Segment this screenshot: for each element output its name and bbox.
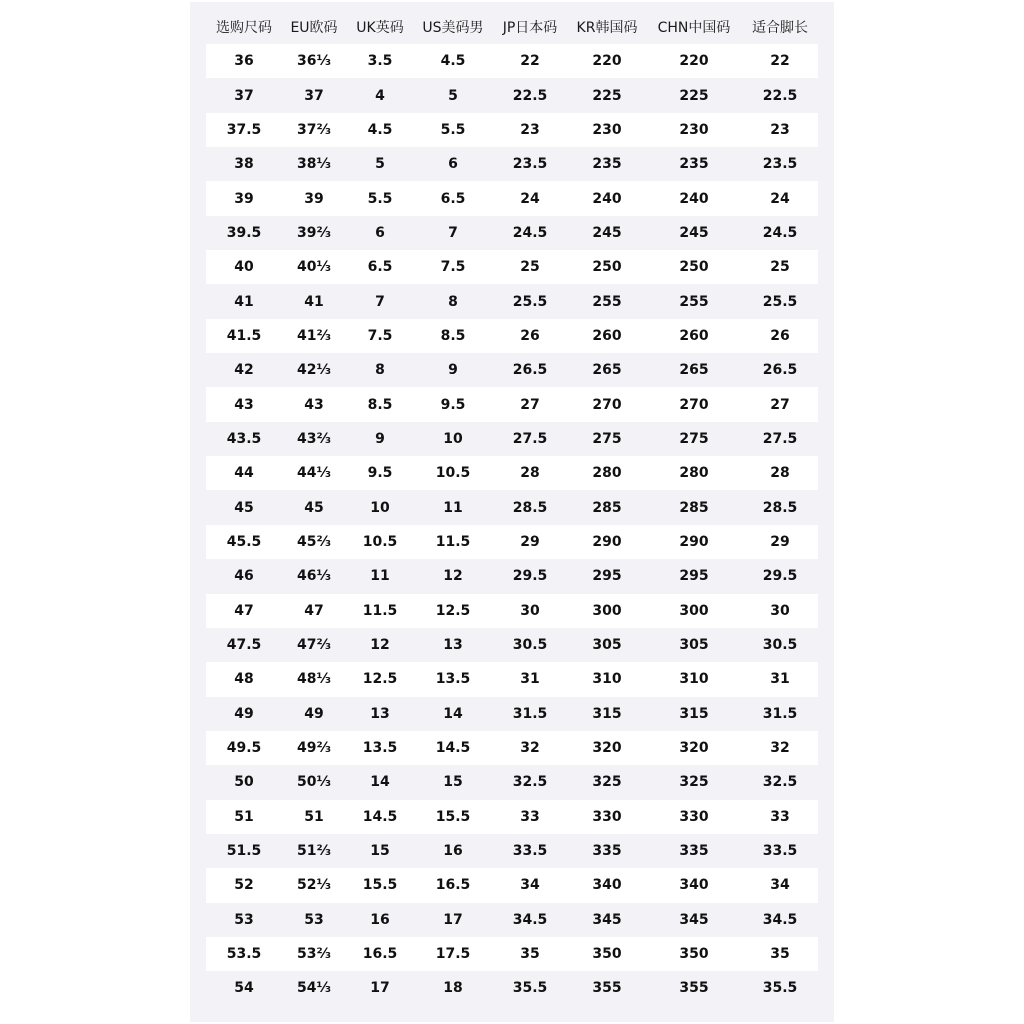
cell-us-mens-size: 10.5 bbox=[435, 465, 471, 482]
cell-chn-size: 315 bbox=[679, 705, 709, 722]
cell-eu-size: 47 bbox=[304, 602, 324, 619]
cell-us-mens-size: 16.5 bbox=[435, 877, 471, 894]
cell-jp-size: 29.5 bbox=[512, 568, 548, 585]
cell-jp-size: 35 bbox=[520, 946, 540, 963]
cell-kr-size: 350 bbox=[592, 946, 622, 963]
cell-eu-size: 38⅓ bbox=[297, 156, 331, 173]
cell-uk-size: 17 bbox=[370, 980, 390, 997]
cell-foot-length: 30 bbox=[770, 602, 790, 619]
cell-uk-size: 7.5 bbox=[367, 327, 393, 344]
cell-eu-size: 48⅓ bbox=[297, 671, 331, 688]
cell-jp-size: 34 bbox=[520, 877, 540, 894]
cell-jp-size: 32 bbox=[520, 740, 540, 757]
cell-uk-size: 7 bbox=[375, 293, 385, 310]
cell-foot-length: 34.5 bbox=[762, 911, 798, 928]
cell-jp-size: 25 bbox=[520, 259, 540, 276]
cell-selected-size: 40 bbox=[234, 259, 254, 276]
cell-foot-length: 35.5 bbox=[762, 980, 798, 997]
cell-selected-size: 36 bbox=[234, 53, 254, 70]
cell-kr-size: 320 bbox=[592, 740, 622, 757]
table-row bbox=[206, 834, 818, 868]
cell-selected-size: 53.5 bbox=[226, 946, 262, 963]
cell-uk-size: 16.5 bbox=[362, 946, 398, 963]
cell-jp-size: 25.5 bbox=[512, 293, 548, 310]
cell-uk-size: 11 bbox=[370, 568, 390, 585]
cell-chn-size: 245 bbox=[679, 224, 709, 241]
cell-kr-size: 230 bbox=[592, 121, 622, 138]
table-row bbox=[206, 731, 818, 765]
cell-foot-length: 35 bbox=[770, 946, 790, 963]
cell-foot-length: 33 bbox=[770, 808, 790, 825]
table-row bbox=[206, 250, 818, 284]
cell-uk-size: 14.5 bbox=[362, 808, 398, 825]
cell-foot-length: 28 bbox=[770, 465, 790, 482]
cell-foot-length: 22 bbox=[770, 53, 790, 70]
cell-selected-size: 45.5 bbox=[226, 533, 262, 550]
cell-jp-size: 30.5 bbox=[512, 637, 548, 654]
cell-uk-size: 9 bbox=[375, 430, 385, 447]
cell-kr-size: 250 bbox=[592, 259, 622, 276]
cell-uk-size: 15 bbox=[370, 843, 390, 860]
cell-jp-size: 33 bbox=[520, 808, 540, 825]
cell-us-mens-size: 4.5 bbox=[440, 53, 466, 70]
cell-us-mens-size: 11 bbox=[443, 499, 463, 516]
cell-foot-length: 32 bbox=[770, 740, 790, 757]
cell-chn-size: 260 bbox=[679, 327, 709, 344]
table-row bbox=[206, 216, 818, 250]
cell-jp-size: 28 bbox=[520, 465, 540, 482]
cell-chn-size: 345 bbox=[679, 911, 709, 928]
cell-kr-size: 340 bbox=[592, 877, 622, 894]
cell-us-mens-size: 13.5 bbox=[435, 671, 471, 688]
cell-selected-size: 44 bbox=[234, 465, 254, 482]
cell-kr-size: 245 bbox=[592, 224, 622, 241]
cell-chn-size: 355 bbox=[679, 980, 709, 997]
size-chart-body bbox=[206, 44, 818, 1006]
header-foot-length: 适合脚长 bbox=[752, 20, 808, 36]
cell-kr-size: 310 bbox=[592, 671, 622, 688]
cell-us-mens-size: 14 bbox=[443, 705, 463, 722]
cell-foot-length: 26.5 bbox=[762, 362, 798, 379]
cell-kr-size: 315 bbox=[592, 705, 622, 722]
cell-foot-length: 29.5 bbox=[762, 568, 798, 585]
cell-selected-size: 48 bbox=[234, 671, 254, 688]
cell-jp-size: 23 bbox=[520, 121, 540, 138]
cell-foot-length: 25 bbox=[770, 259, 790, 276]
cell-kr-size: 285 bbox=[592, 499, 622, 516]
header-row bbox=[206, 10, 818, 44]
cell-eu-size: 47⅔ bbox=[297, 637, 331, 654]
table-row bbox=[206, 765, 818, 799]
cell-selected-size: 49.5 bbox=[226, 740, 262, 757]
cell-chn-size: 235 bbox=[679, 156, 709, 173]
cell-selected-size: 47.5 bbox=[226, 637, 262, 654]
cell-eu-size: 45 bbox=[304, 499, 324, 516]
cell-selected-size: 37.5 bbox=[226, 121, 262, 138]
header-jp-size: JP日本码 bbox=[502, 20, 558, 36]
table-row bbox=[206, 628, 818, 662]
cell-eu-size: 53⅔ bbox=[297, 946, 331, 963]
cell-uk-size: 13 bbox=[370, 705, 390, 722]
cell-uk-size: 9.5 bbox=[367, 465, 393, 482]
cell-selected-size: 52 bbox=[234, 877, 254, 894]
cell-kr-size: 260 bbox=[592, 327, 622, 344]
cell-jp-size: 29 bbox=[520, 533, 540, 550]
table-row bbox=[206, 353, 818, 387]
cell-us-mens-size: 5 bbox=[448, 87, 458, 104]
cell-selected-size: 53 bbox=[234, 911, 254, 928]
cell-selected-size: 37 bbox=[234, 87, 254, 104]
cell-us-mens-size: 15 bbox=[443, 774, 463, 791]
cell-kr-size: 295 bbox=[592, 568, 622, 585]
table-row bbox=[206, 78, 818, 112]
cell-eu-size: 52⅓ bbox=[297, 877, 331, 894]
cell-jp-size: 26.5 bbox=[512, 362, 548, 379]
cell-jp-size: 31 bbox=[520, 671, 540, 688]
cell-selected-size: 38 bbox=[234, 156, 254, 173]
cell-eu-size: 46⅓ bbox=[297, 568, 331, 585]
cell-uk-size: 15.5 bbox=[362, 877, 398, 894]
cell-kr-size: 275 bbox=[592, 430, 622, 447]
cell-selected-size: 43.5 bbox=[226, 430, 262, 447]
cell-selected-size: 50 bbox=[234, 774, 254, 791]
cell-kr-size: 355 bbox=[592, 980, 622, 997]
cell-chn-size: 230 bbox=[679, 121, 709, 138]
cell-kr-size: 240 bbox=[592, 190, 622, 207]
table-row bbox=[206, 422, 818, 456]
cell-eu-size: 49 bbox=[304, 705, 324, 722]
cell-uk-size: 8.5 bbox=[367, 396, 393, 413]
cell-chn-size: 325 bbox=[679, 774, 709, 791]
cell-chn-size: 265 bbox=[679, 362, 709, 379]
cell-chn-size: 275 bbox=[679, 430, 709, 447]
cell-jp-size: 32.5 bbox=[512, 774, 548, 791]
cell-selected-size: 49 bbox=[234, 705, 254, 722]
cell-foot-length: 29 bbox=[770, 533, 790, 550]
cell-eu-size: 40⅓ bbox=[297, 259, 331, 276]
cell-us-mens-size: 13 bbox=[443, 637, 463, 654]
cell-uk-size: 6.5 bbox=[367, 259, 393, 276]
cell-foot-length: 30.5 bbox=[762, 637, 798, 654]
cell-selected-size: 42 bbox=[234, 362, 254, 379]
cell-uk-size: 8 bbox=[375, 362, 385, 379]
cell-kr-size: 290 bbox=[592, 533, 622, 550]
cell-us-mens-size: 5.5 bbox=[440, 121, 466, 138]
cell-us-mens-size: 12 bbox=[443, 568, 463, 585]
cell-kr-size: 280 bbox=[592, 465, 622, 482]
table-row bbox=[206, 181, 818, 215]
cell-kr-size: 265 bbox=[592, 362, 622, 379]
table-row bbox=[206, 662, 818, 696]
cell-eu-size: 50⅓ bbox=[297, 774, 331, 791]
cell-foot-length: 23 bbox=[770, 121, 790, 138]
cell-kr-size: 235 bbox=[592, 156, 622, 173]
table-row bbox=[206, 559, 818, 593]
cell-foot-length: 31 bbox=[770, 671, 790, 688]
table-row bbox=[206, 800, 818, 834]
cell-eu-size: 37 bbox=[304, 87, 324, 104]
cell-jp-size: 35.5 bbox=[512, 980, 548, 997]
cell-eu-size: 37⅔ bbox=[297, 121, 331, 138]
cell-chn-size: 255 bbox=[679, 293, 709, 310]
cell-kr-size: 330 bbox=[592, 808, 622, 825]
cell-uk-size: 5 bbox=[375, 156, 385, 173]
cell-chn-size: 350 bbox=[679, 946, 709, 963]
cell-eu-size: 41⅔ bbox=[297, 327, 331, 344]
table-row bbox=[206, 697, 818, 731]
cell-uk-size: 16 bbox=[370, 911, 390, 928]
cell-chn-size: 300 bbox=[679, 602, 709, 619]
cell-eu-size: 44⅓ bbox=[297, 465, 331, 482]
cell-eu-size: 53 bbox=[304, 911, 324, 928]
cell-jp-size: 24 bbox=[520, 190, 540, 207]
table-row bbox=[206, 44, 818, 78]
cell-eu-size: 51 bbox=[304, 808, 324, 825]
cell-uk-size: 10.5 bbox=[362, 533, 398, 550]
header-kr-size: KR韩国码 bbox=[576, 20, 638, 36]
cell-jp-size: 28.5 bbox=[512, 499, 548, 516]
cell-chn-size: 240 bbox=[679, 190, 709, 207]
cell-kr-size: 305 bbox=[592, 637, 622, 654]
cell-foot-length: 23.5 bbox=[762, 156, 798, 173]
cell-selected-size: 39 bbox=[234, 190, 254, 207]
cell-kr-size: 335 bbox=[592, 843, 622, 860]
cell-us-mens-size: 16 bbox=[443, 843, 463, 860]
cell-kr-size: 220 bbox=[592, 53, 622, 70]
cell-uk-size: 14 bbox=[370, 774, 390, 791]
table-row bbox=[206, 490, 818, 524]
cell-uk-size: 12.5 bbox=[362, 671, 398, 688]
cell-uk-size: 4 bbox=[375, 87, 385, 104]
table-row bbox=[206, 525, 818, 559]
cell-chn-size: 290 bbox=[679, 533, 709, 550]
cell-us-mens-size: 10 bbox=[443, 430, 463, 447]
cell-uk-size: 13.5 bbox=[362, 740, 398, 757]
cell-foot-length: 33.5 bbox=[762, 843, 798, 860]
cell-kr-size: 345 bbox=[592, 911, 622, 928]
cell-jp-size: 24.5 bbox=[512, 224, 548, 241]
cell-foot-length: 34 bbox=[770, 877, 790, 894]
cell-foot-length: 32.5 bbox=[762, 774, 798, 791]
cell-eu-size: 41 bbox=[304, 293, 324, 310]
cell-kr-size: 225 bbox=[592, 87, 622, 104]
cell-eu-size: 36⅓ bbox=[297, 53, 331, 70]
cell-eu-size: 39⅔ bbox=[297, 224, 331, 241]
table-row bbox=[206, 113, 818, 147]
cell-eu-size: 45⅔ bbox=[297, 533, 331, 550]
cell-us-mens-size: 12.5 bbox=[435, 602, 471, 619]
table-row bbox=[206, 903, 818, 937]
header-chn-size: CHN中国码 bbox=[657, 20, 731, 36]
table-row bbox=[206, 937, 818, 971]
cell-jp-size: 22.5 bbox=[512, 87, 548, 104]
cell-foot-length: 27.5 bbox=[762, 430, 798, 447]
cell-us-mens-size: 7 bbox=[448, 224, 458, 241]
cell-eu-size: 42⅓ bbox=[297, 362, 331, 379]
cell-eu-size: 43⅔ bbox=[297, 430, 331, 447]
cell-eu-size: 39 bbox=[304, 190, 324, 207]
table-row bbox=[206, 319, 818, 353]
cell-chn-size: 335 bbox=[679, 843, 709, 860]
cell-selected-size: 46 bbox=[234, 568, 254, 585]
cell-eu-size: 51⅔ bbox=[297, 843, 331, 860]
cell-us-mens-size: 18 bbox=[443, 980, 463, 997]
cell-selected-size: 51.5 bbox=[226, 843, 262, 860]
table-row bbox=[206, 868, 818, 902]
cell-chn-size: 280 bbox=[679, 465, 709, 482]
cell-eu-size: 54⅓ bbox=[297, 980, 331, 997]
cell-selected-size: 54 bbox=[234, 980, 254, 997]
cell-kr-size: 255 bbox=[592, 293, 622, 310]
cell-jp-size: 27.5 bbox=[512, 430, 548, 447]
cell-chn-size: 305 bbox=[679, 637, 709, 654]
cell-kr-size: 270 bbox=[592, 396, 622, 413]
cell-selected-size: 41 bbox=[234, 293, 254, 310]
cell-us-mens-size: 6.5 bbox=[440, 190, 466, 207]
cell-chn-size: 250 bbox=[679, 259, 709, 276]
cell-foot-length: 26 bbox=[770, 327, 790, 344]
cell-selected-size: 43 bbox=[234, 396, 254, 413]
cell-us-mens-size: 7.5 bbox=[440, 259, 466, 276]
cell-chn-size: 285 bbox=[679, 499, 709, 516]
cell-eu-size: 43 bbox=[304, 396, 324, 413]
cell-uk-size: 3.5 bbox=[367, 53, 393, 70]
cell-selected-size: 45 bbox=[234, 499, 254, 516]
cell-us-mens-size: 11.5 bbox=[435, 533, 471, 550]
cell-foot-length: 22.5 bbox=[762, 87, 798, 104]
cell-uk-size: 4.5 bbox=[367, 121, 393, 138]
cell-us-mens-size: 9 bbox=[448, 362, 458, 379]
cell-uk-size: 5.5 bbox=[367, 190, 393, 207]
cell-jp-size: 22 bbox=[520, 53, 540, 70]
table-row bbox=[206, 456, 818, 490]
cell-chn-size: 220 bbox=[679, 53, 709, 70]
table-row bbox=[206, 971, 818, 1005]
cell-eu-size: 49⅔ bbox=[297, 740, 331, 757]
cell-foot-length: 24 bbox=[770, 190, 790, 207]
cell-foot-length: 25.5 bbox=[762, 293, 798, 310]
cell-uk-size: 10 bbox=[370, 499, 390, 516]
cell-jp-size: 30 bbox=[520, 602, 540, 619]
cell-us-mens-size: 15.5 bbox=[435, 808, 471, 825]
table-row bbox=[206, 387, 818, 421]
table-row bbox=[206, 594, 818, 628]
cell-selected-size: 39.5 bbox=[226, 224, 262, 241]
cell-us-mens-size: 17 bbox=[443, 911, 463, 928]
header-us-mens-size: US美码男 bbox=[422, 20, 484, 36]
cell-chn-size: 330 bbox=[679, 808, 709, 825]
cell-us-mens-size: 17.5 bbox=[435, 946, 471, 963]
cell-chn-size: 225 bbox=[679, 87, 709, 104]
cell-us-mens-size: 8.5 bbox=[440, 327, 466, 344]
cell-selected-size: 47 bbox=[234, 602, 254, 619]
cell-us-mens-size: 9.5 bbox=[440, 396, 466, 413]
cell-us-mens-size: 6 bbox=[448, 156, 458, 173]
cell-selected-size: 51 bbox=[234, 808, 254, 825]
cell-kr-size: 300 bbox=[592, 602, 622, 619]
cell-selected-size: 41.5 bbox=[226, 327, 262, 344]
cell-jp-size: 31.5 bbox=[512, 705, 548, 722]
cell-foot-length: 31.5 bbox=[762, 705, 798, 722]
cell-chn-size: 270 bbox=[679, 396, 709, 413]
cell-jp-size: 26 bbox=[520, 327, 540, 344]
cell-uk-size: 12 bbox=[370, 637, 390, 654]
cell-uk-size: 11.5 bbox=[362, 602, 398, 619]
cell-foot-length: 27 bbox=[770, 396, 790, 413]
cell-uk-size: 6 bbox=[375, 224, 385, 241]
cell-chn-size: 310 bbox=[679, 671, 709, 688]
cell-jp-size: 27 bbox=[520, 396, 540, 413]
cell-jp-size: 34.5 bbox=[512, 911, 548, 928]
cell-kr-size: 325 bbox=[592, 774, 622, 791]
cell-chn-size: 295 bbox=[679, 568, 709, 585]
cell-chn-size: 340 bbox=[679, 877, 709, 894]
header-uk-size: UK英码 bbox=[356, 20, 404, 36]
table-row bbox=[206, 284, 818, 318]
cell-chn-size: 320 bbox=[679, 740, 709, 757]
table-row bbox=[206, 147, 818, 181]
cell-us-mens-size: 8 bbox=[448, 293, 458, 310]
size-chart-panel bbox=[190, 2, 834, 1022]
cell-us-mens-size: 14.5 bbox=[435, 740, 471, 757]
cell-jp-size: 23.5 bbox=[512, 156, 548, 173]
header-eu-size: EU欧码 bbox=[290, 20, 338, 36]
cell-foot-length: 28.5 bbox=[762, 499, 798, 516]
header-selected-size: 选购尺码 bbox=[216, 20, 272, 36]
size-chart-table bbox=[206, 10, 818, 1006]
cell-foot-length: 24.5 bbox=[762, 224, 798, 241]
cell-jp-size: 33.5 bbox=[512, 843, 548, 860]
